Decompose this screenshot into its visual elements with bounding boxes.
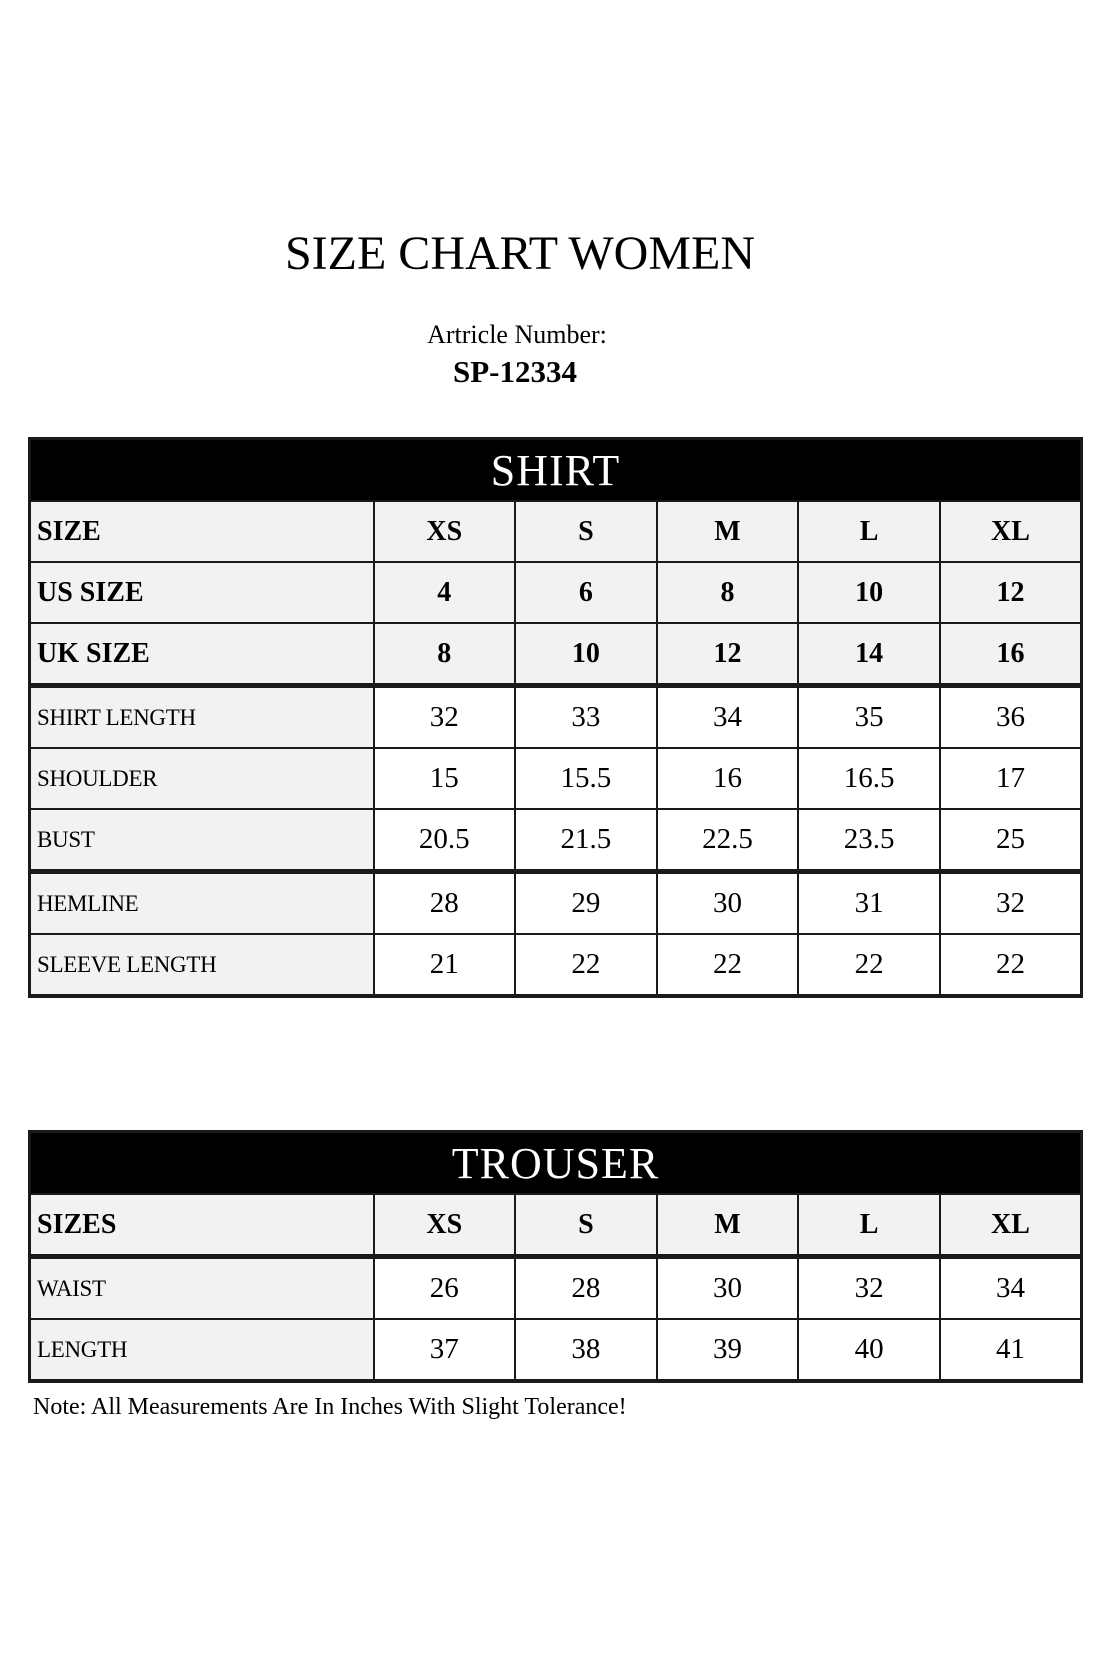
- table-row: [30, 1319, 1082, 1381]
- size-value-cell: 12: [657, 623, 799, 686]
- size-value-cell: 22.5: [657, 809, 799, 872]
- size-value-cell: 26: [374, 1257, 516, 1320]
- shirt-table-title: SHIRT: [30, 439, 1082, 502]
- size-value-cell: 29: [515, 872, 657, 935]
- table-row: [30, 1194, 1082, 1257]
- size-value-cell: 8: [374, 623, 516, 686]
- table-title-row: [30, 1132, 1082, 1195]
- size-value-cell: 34: [657, 686, 799, 749]
- size-value-cell: XS: [374, 1194, 516, 1257]
- article-number-label: Artricle Number:: [427, 320, 607, 349]
- size-value-cell: XS: [374, 501, 516, 562]
- row-label-cell: BUST: [30, 809, 374, 872]
- size-value-cell: 28: [515, 1257, 657, 1320]
- size-value-cell: 16: [657, 748, 799, 809]
- size-value-cell: 38: [515, 1319, 657, 1381]
- article-number-value: SP-12334: [453, 354, 577, 389]
- size-value-cell: XL: [940, 501, 1082, 562]
- size-value-cell: 12: [940, 562, 1082, 623]
- size-value-cell: 17: [940, 748, 1082, 809]
- row-label-cell: LENGTH: [30, 1319, 374, 1381]
- size-value-cell: S: [515, 1194, 657, 1257]
- size-value-cell: 22: [940, 934, 1082, 996]
- size-value-cell: 22: [657, 934, 799, 996]
- size-value-cell: 36: [940, 686, 1082, 749]
- size-value-cell: S: [515, 501, 657, 562]
- size-value-cell: 16: [940, 623, 1082, 686]
- size-value-cell: 10: [798, 562, 940, 623]
- size-value-cell: 35: [798, 686, 940, 749]
- page-title: SIZE CHART WOMEN: [284, 227, 755, 280]
- size-value-cell: 31: [798, 872, 940, 935]
- size-value-cell: 16.5: [798, 748, 940, 809]
- table-row: [30, 562, 1082, 623]
- table-row: [30, 686, 1082, 749]
- trouser-size-table: [28, 1130, 1083, 1383]
- size-value-cell: 28: [374, 872, 516, 935]
- size-value-cell: 32: [940, 872, 1082, 935]
- row-label-cell: UK SIZE: [30, 623, 374, 686]
- row-label-cell: HEMLINE: [30, 872, 374, 935]
- size-value-cell: 32: [798, 1257, 940, 1320]
- size-value-cell: L: [798, 1194, 940, 1257]
- size-value-cell: 22: [515, 934, 657, 996]
- table-row: [30, 623, 1082, 686]
- trouser-table-title: TROUSER: [30, 1132, 1082, 1195]
- size-value-cell: 8: [657, 562, 799, 623]
- size-value-cell: 20.5: [374, 809, 516, 872]
- table-row: [30, 809, 1082, 872]
- size-value-cell: 21.5: [515, 809, 657, 872]
- size-value-cell: 4: [374, 562, 516, 623]
- size-value-cell: 32: [374, 686, 516, 749]
- size-value-cell: M: [657, 501, 799, 562]
- row-label-cell: SHIRT LENGTH: [30, 686, 374, 749]
- size-value-cell: 6: [515, 562, 657, 623]
- size-value-cell: 15: [374, 748, 516, 809]
- table-row: [30, 934, 1082, 996]
- size-value-cell: 15.5: [515, 748, 657, 809]
- size-value-cell: 23.5: [798, 809, 940, 872]
- size-value-cell: 39: [657, 1319, 799, 1381]
- size-value-cell: 22: [798, 934, 940, 996]
- size-value-cell: 14: [798, 623, 940, 686]
- size-value-cell: 30: [657, 1257, 799, 1320]
- table-row: [30, 872, 1082, 935]
- size-value-cell: 30: [657, 872, 799, 935]
- size-value-cell: 37: [374, 1319, 516, 1381]
- size-value-cell: 10: [515, 623, 657, 686]
- size-value-cell: 21: [374, 934, 516, 996]
- measurement-note: Note: All Measurements Are In Inches With Slight Tolerance!: [33, 1394, 627, 1420]
- table-row: [30, 748, 1082, 809]
- size-value-cell: 40: [798, 1319, 940, 1381]
- row-label-cell: SIZES: [30, 1194, 374, 1257]
- size-value-cell: XL: [940, 1194, 1082, 1257]
- row-label-cell: US SIZE: [30, 562, 374, 623]
- size-value-cell: 41: [940, 1319, 1082, 1381]
- size-value-cell: 33: [515, 686, 657, 749]
- row-label-cell: SLEEVE LENGTH: [30, 934, 374, 996]
- table-row: [30, 501, 1082, 562]
- table-row: [30, 1257, 1082, 1320]
- row-label-cell: SIZE: [30, 501, 374, 562]
- size-value-cell: 34: [940, 1257, 1082, 1320]
- size-value-cell: 25: [940, 809, 1082, 872]
- size-value-cell: L: [798, 501, 940, 562]
- shirt-size-table: [28, 437, 1083, 998]
- table-title-row: [30, 439, 1082, 502]
- size-value-cell: M: [657, 1194, 799, 1257]
- row-label-cell: SHOULDER: [30, 748, 374, 809]
- row-label-cell: WAIST: [30, 1257, 374, 1320]
